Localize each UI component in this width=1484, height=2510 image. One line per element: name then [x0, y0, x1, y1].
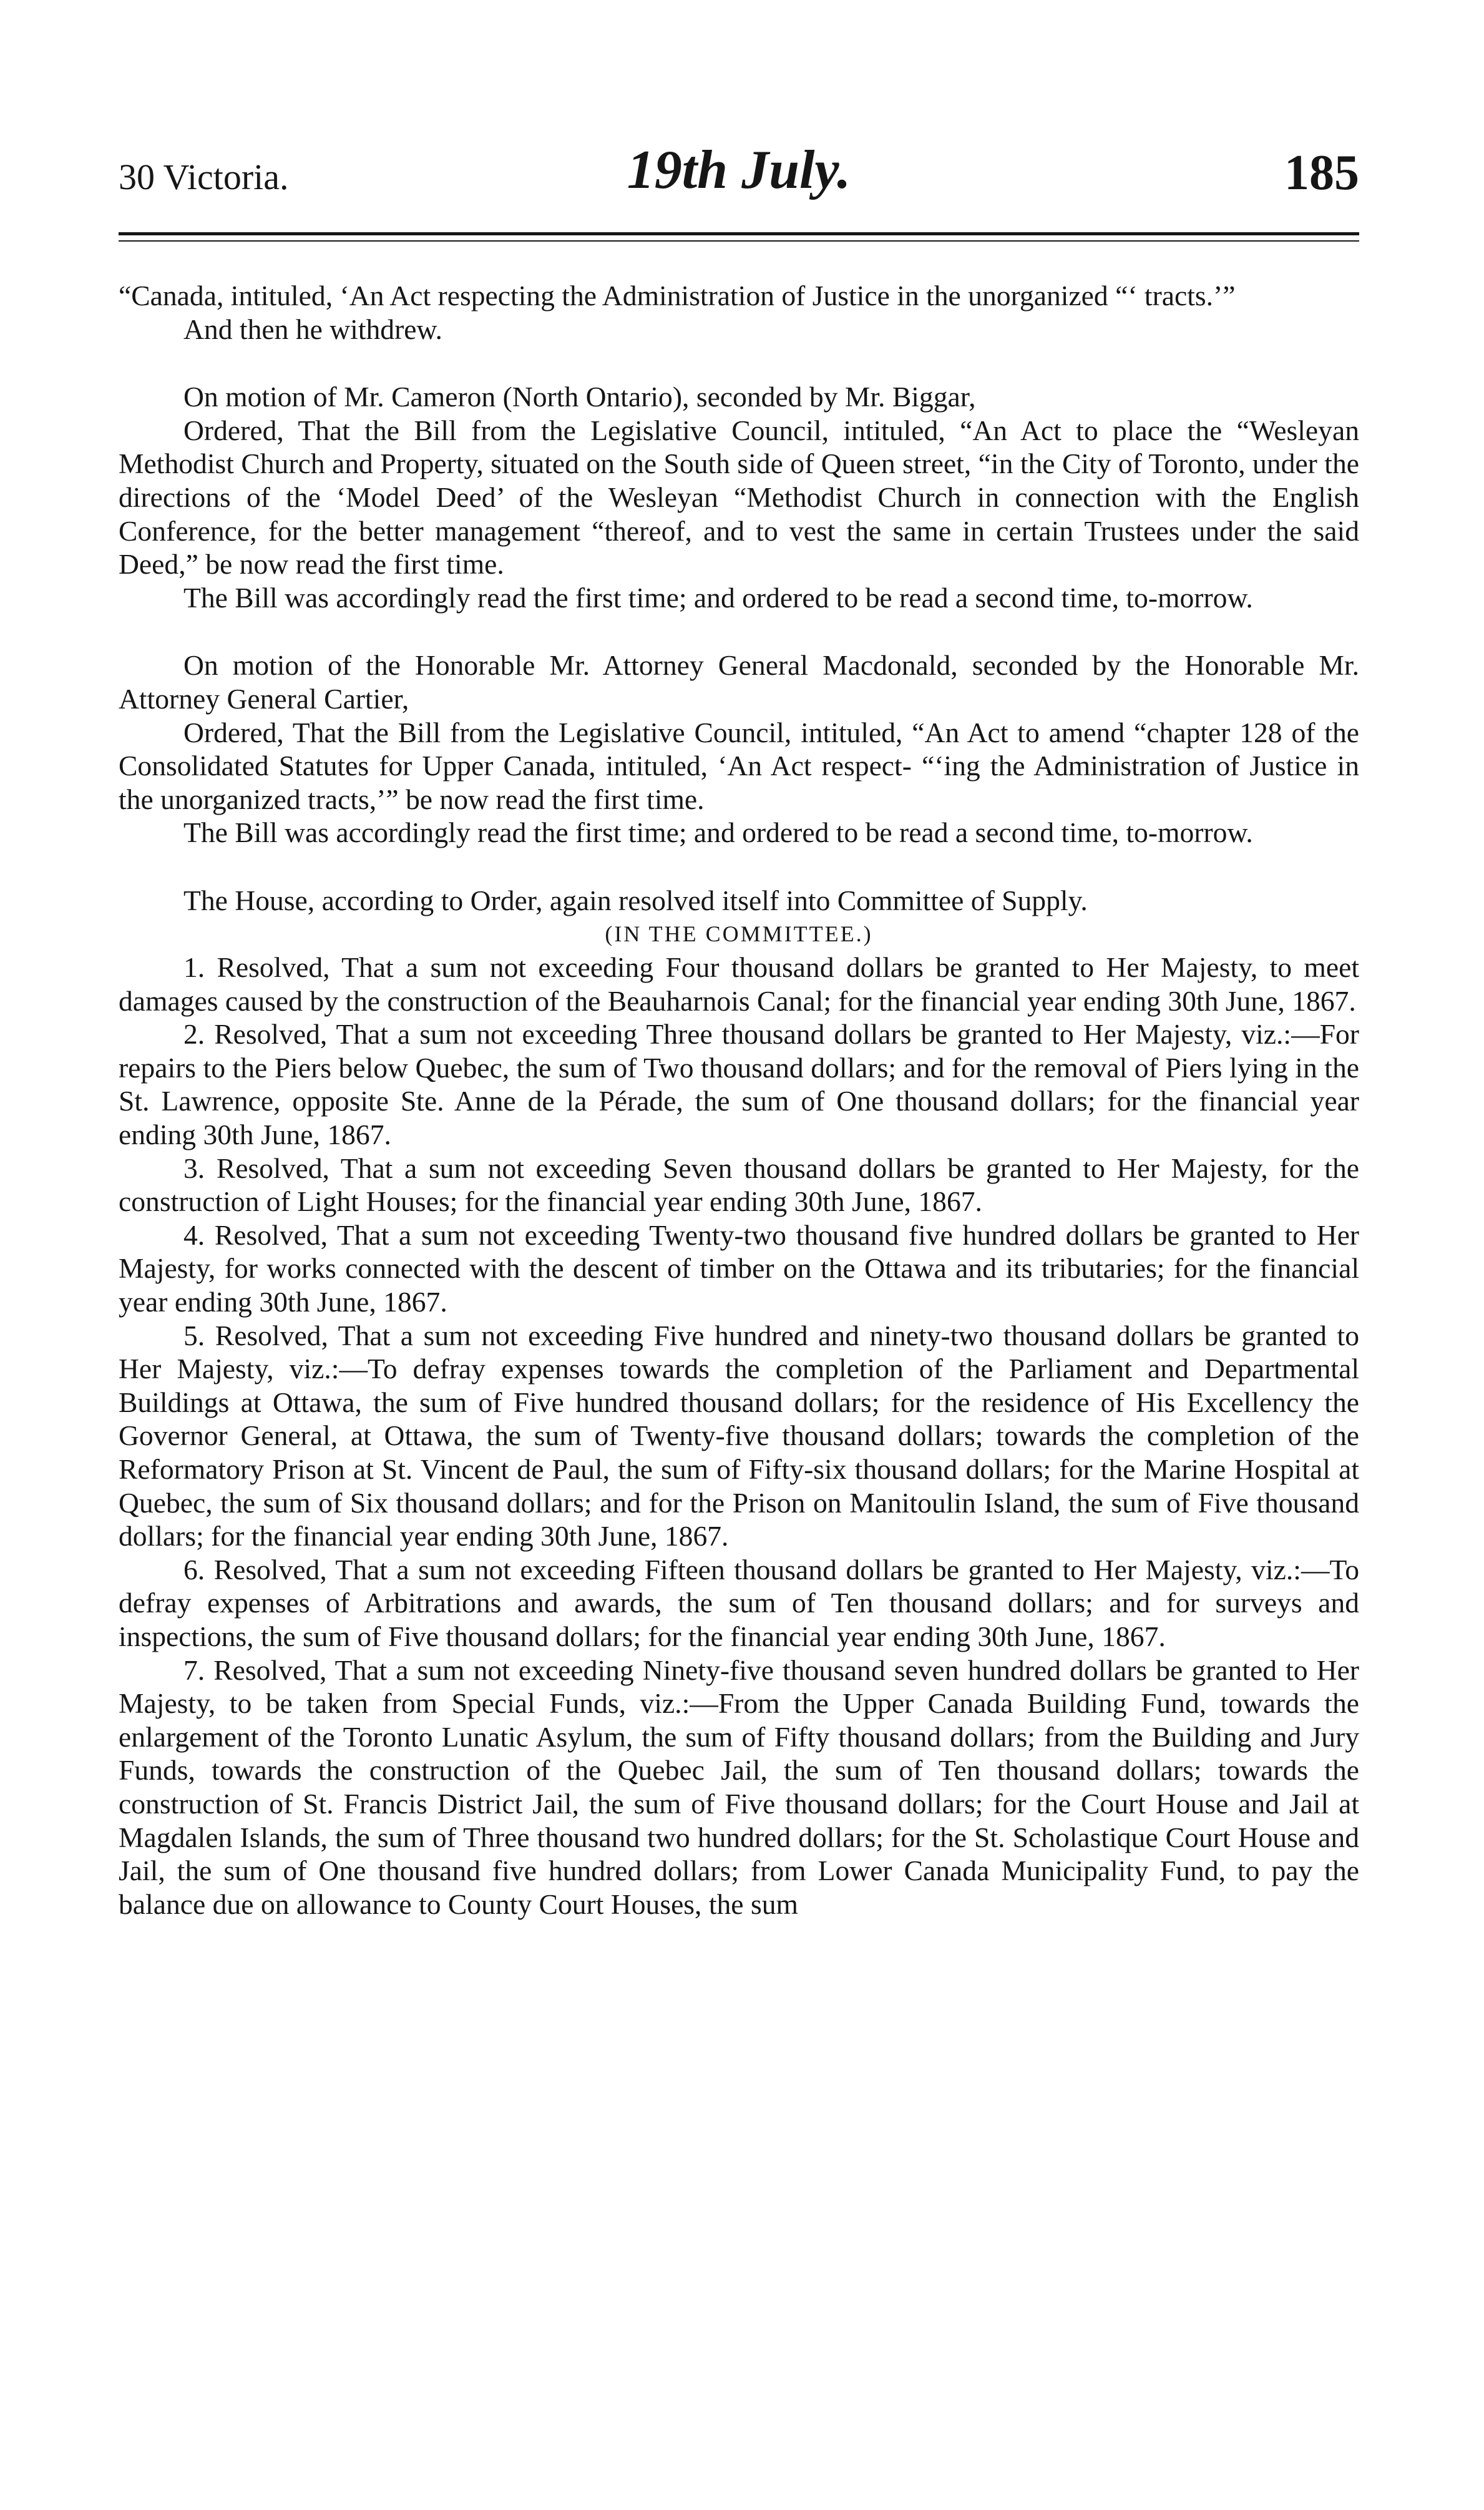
page-date: 19th July.	[627, 140, 851, 200]
paragraph: Ordered, That the Bill from the Legislative Council, intituled, “An Act to amend “chapter 128 of the Consolidated Statutes for Upper Canada, intituled, ‘An Act respect- “‘ing the Administration of Justice in the unorganized tracts,’” be now read the first time.	[119, 716, 1359, 815]
paragraph: On motion of Mr. Cameron (North Ontario), seconded by Mr. Biggar,	[183, 381, 976, 413]
header-rule-thick	[119, 232, 1359, 235]
paragraph: The Bill was accordingly read the first time; and ordered to be read a second time, to-morrow.	[183, 816, 1253, 849]
resolution: 4. Resolved, That a sum not exceeding Twenty-two thousand five hundred dollars be granted to Her Majesty, for works connected with the descent of timber on the Ottawa and its tributaries; for the financial year ending 30th June, 1867.	[119, 1218, 1359, 1318]
paragraph: On motion of the Honorable Mr. Attorney General Macdonald, seconded by the Honorable Mr. Attorney General Cartier,	[119, 649, 1359, 715]
resolution: 2. Resolved, That a sum not exceeding Three thousand dollars be granted to Her Majesty, viz.:—For repairs to the Piers below Quebec, the sum of Two thousand dollars; and for the removal of Piers lying in the St. Lawrence, opposite Ste. Anne de la Pérade, the sum of One thousand dollars; for the financial year ending 30th June, 1867.	[119, 1018, 1359, 1151]
resolution: 5. Resolved, That a sum not exceeding Five hundred and ninety-two thousand dollars be granted to Her Majesty, viz.:—To defray expenses towards the completion of the Parliament and Departmental Buildings at Ottawa, the sum of Five hundred thousand dollars; for the residence of His Excellency the Governor General, at Ottawa, the sum of Twenty-five thousand dollars; towards the completion of the Reformatory Prison at St. Vincent de Paul, the sum of Fifty-six thousand dollars; for the Marine Hospital at Quebec, the sum of Six thousand dollars; and for the Prison on Manitoulin Island, the sum of Five thousand dollars; for the financial year ending 30th June, 1867.	[119, 1319, 1359, 1552]
paragraph: And then he withdrew.	[183, 313, 442, 345]
paragraph: The Bill was accordingly read the first time; and ordered to be read a second time, to-morrow.	[183, 581, 1253, 614]
resolution: 6. Resolved, That a sum not exceeding Fifteen thousand dollars be granted to Her Majesty, viz.:—To defray expenses of Arbitrations and awards, the sum of Ten thousand dollars; and for surveys and inspections, the sum of Five thousand dollars; for the financial year ending 30th June, 1867.	[119, 1553, 1359, 1652]
session-label: 30 Victoria.	[119, 157, 289, 197]
paragraph: Ordered, That the Bill from the Legislative Council, intituled, “An Act to place the “Wesleyan Methodist Church and Property, situated on the South side of Queen street, “in the City of Toronto, under the directions of the ‘Model Deed’ of the Wesleyan “Methodist Church in connection with the English Conference, for the better management “thereof, and to vest the same in certain Trustees under the said Deed,” be now read the first time.	[119, 414, 1359, 581]
journal-body	[119, 279, 1359, 1921]
resolution: 3. Resolved, That a sum not exceeding Seven thousand dollars be granted to Her Majesty, for the construction of Light Houses; for the financial year ending 30th June, 1867.	[119, 1152, 1359, 1218]
header-rule-thin	[119, 240, 1359, 242]
paragraph: “Canada, intituled, ‘An Act respecting the Administration of Justice in the unorganized “‘ tracts.’”	[119, 280, 1236, 311]
paragraph: The House, according to Order, again resolved itself into Committee of Supply.	[183, 884, 1088, 916]
resolution: 1. Resolved, That a sum not exceeding Four thousand dollars be granted to Her Majesty, to meet damages caused by the construction of the Beauharnois Canal; for the financial year ending 30th June, 1867.	[119, 951, 1359, 1017]
running-head	[119, 139, 1359, 201]
resolution: 7. Resolved, That a sum not exceeding Ninety-five thousand seven hundred dollars be granted to Her Majesty, to be taken from Special Funds, viz.:—From the Upper Canada Building Fund, towards the enlargement of the Toronto Lunatic Asylum, the sum of Fifty thousand dollars; from the Building and Jury Funds, towards the construction of the Quebec Jail, the sum of Ten thousand dollars; towards the construction of St. Francis District Jail, the sum of Five thousand dollars; for the Court House and Jail at Magdalen Islands, the sum of Three thousand two hundred dollars; for the St. Scholastique Court House and Jail, the sum of One thousand five hundred dollars; from Lower Canada Municipality Fund, to pay the balance due on allowance to County Court Houses, the sum	[119, 1654, 1359, 1920]
page-number: 185	[1284, 145, 1359, 200]
committee-heading: (IN THE COMMITTEE.)	[605, 921, 873, 946]
